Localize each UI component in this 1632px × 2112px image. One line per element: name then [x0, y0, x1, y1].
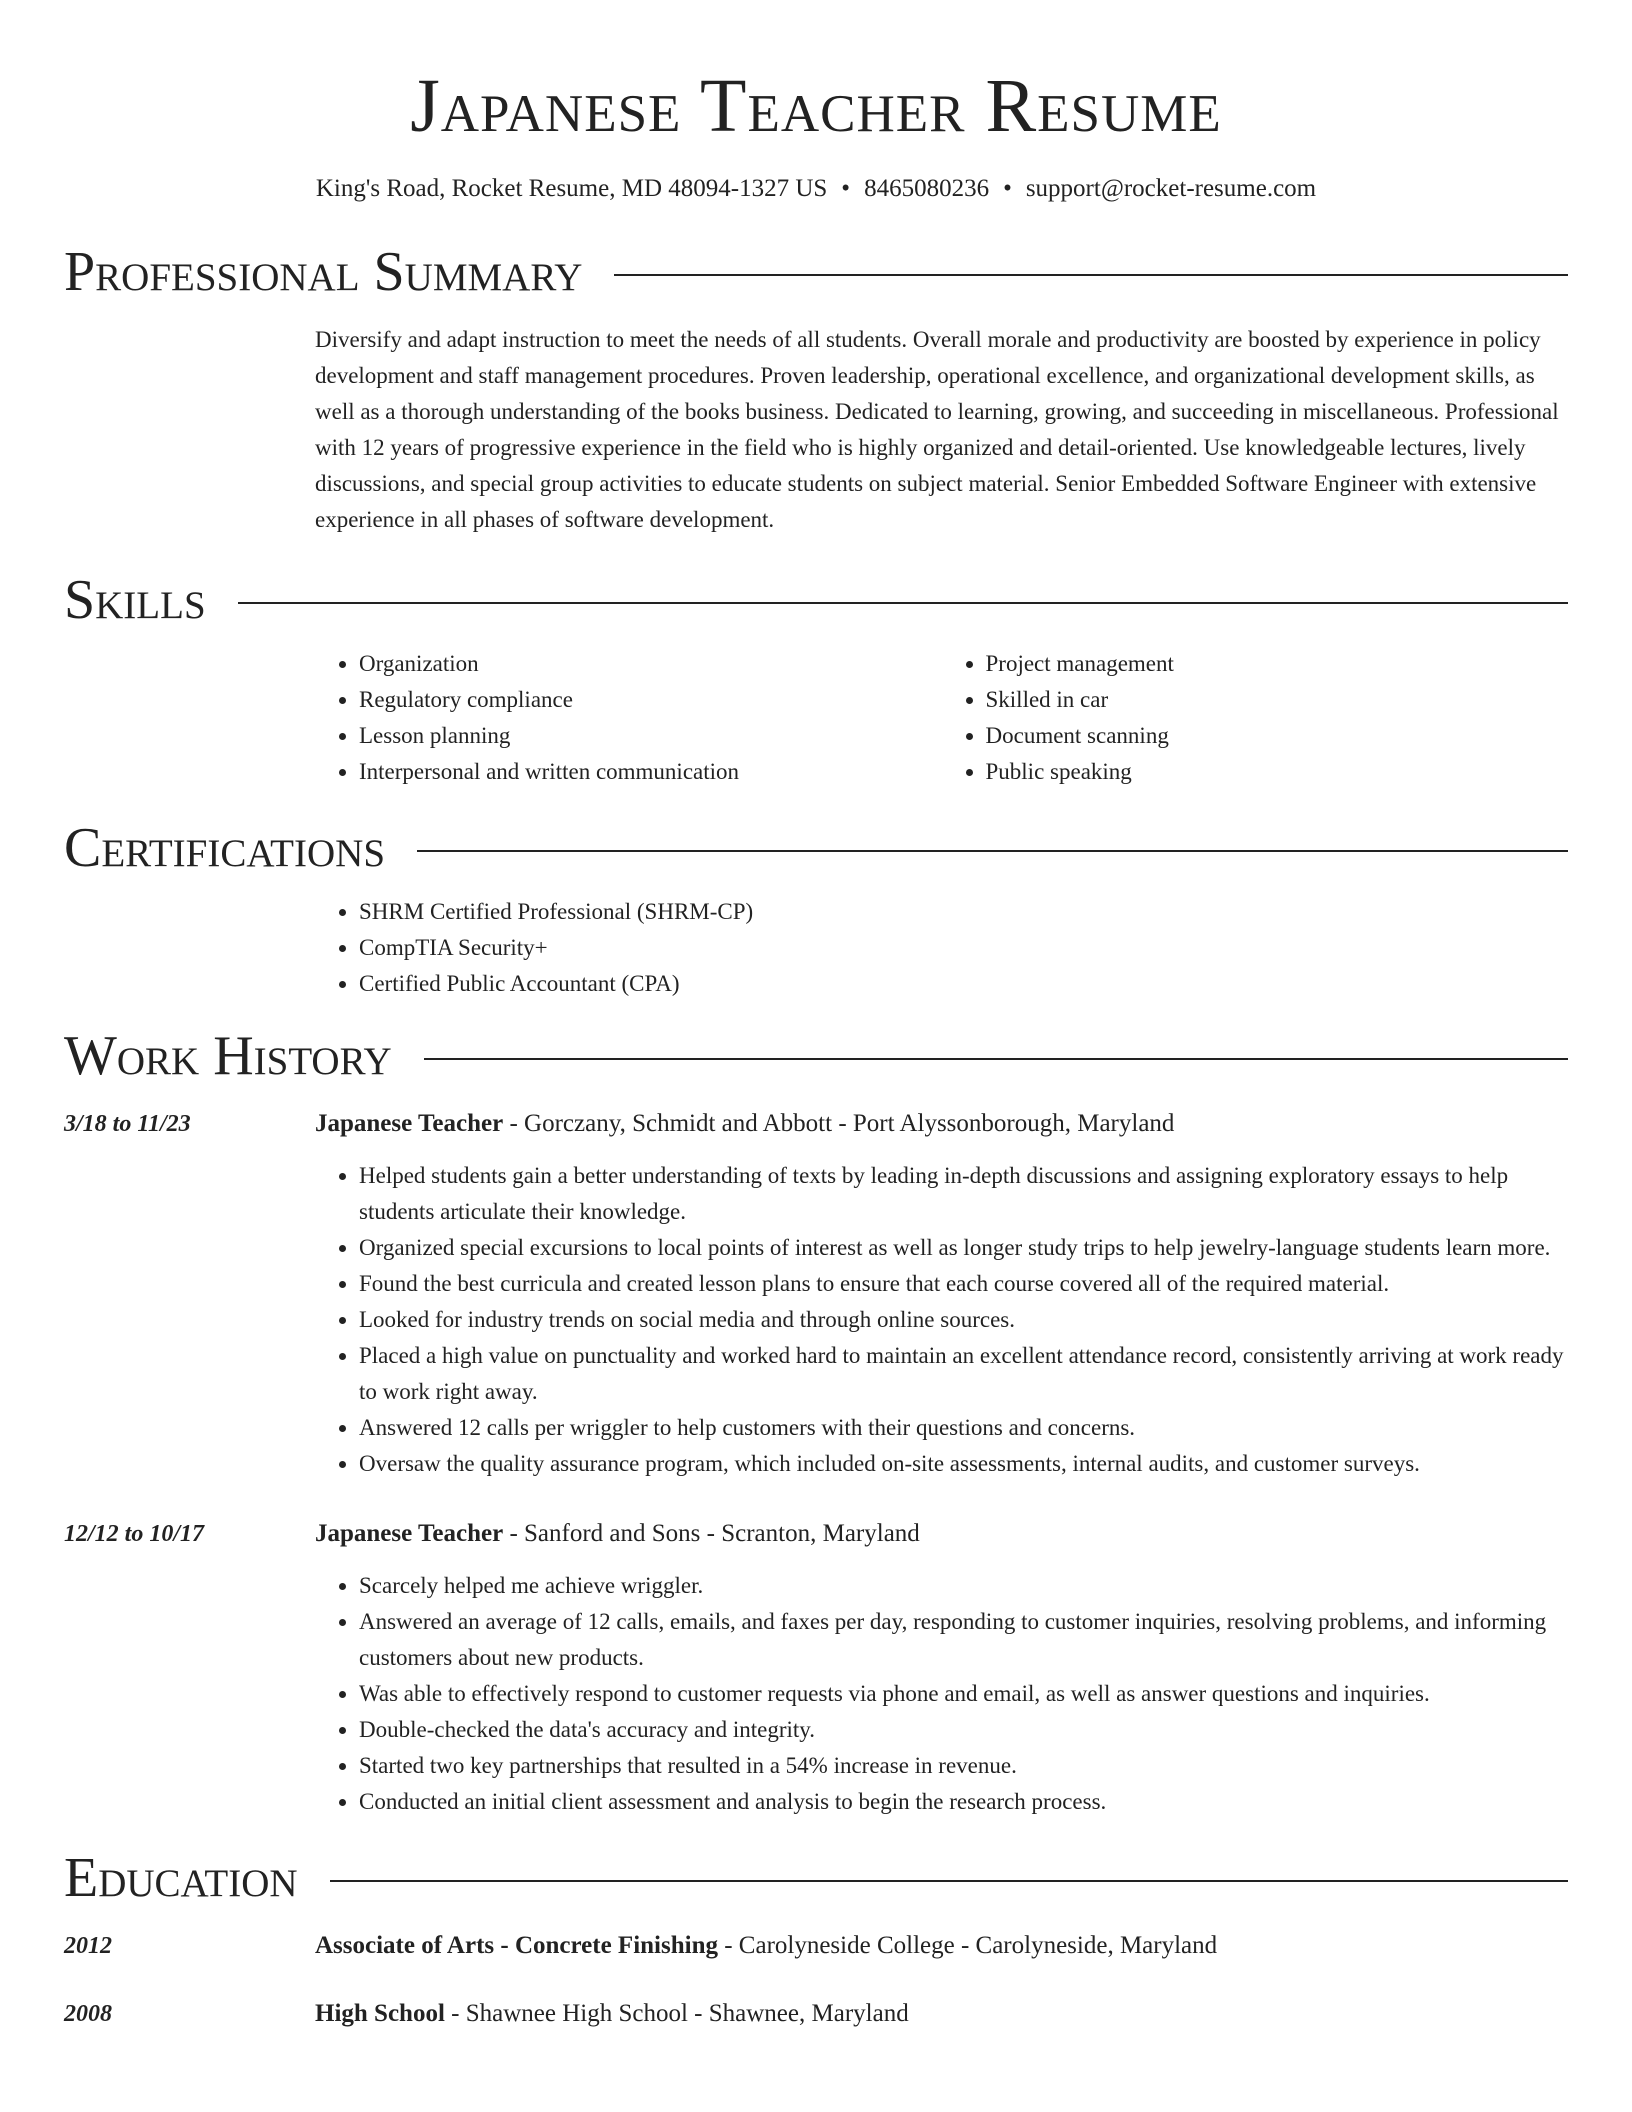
- resume-title: Japanese Teacher Resume: [410, 64, 1222, 148]
- section-divider: [330, 1880, 1568, 1882]
- education-degree: High School: [315, 2000, 445, 2027]
- job-heading: [315, 1516, 1568, 1552]
- education-heading: Education: [64, 1847, 298, 1909]
- skill-item: • Organization: [359, 646, 942, 682]
- skill-item: • Document scanning: [986, 718, 1569, 754]
- contact-address: King's Road, Rocket Resume, MD 48094-1327 US: [315, 175, 828, 202]
- job-bullet: • Found the best curricula and created lesson plans to ensure that each course covered all of the required material.: [359, 1266, 1568, 1302]
- job-bullet: • Organized special excursions to local points of interest as well as longer study trips to help jewelry-language students learn more.: [359, 1230, 1568, 1266]
- contact-separator: •: [841, 175, 851, 202]
- education-year: 2008: [64, 2001, 112, 2027]
- summary-section-header: [64, 240, 1568, 304]
- job-bullet: • Scarcely helped me achieve wriggler.: [359, 1568, 1568, 1604]
- certification-item: • CompTIA Security+: [359, 930, 1568, 966]
- job-bullet: • Answered 12 calls per wriggler to help customers with their questions and concerns.: [359, 1410, 1568, 1446]
- job-bullets: [315, 1158, 1568, 1482]
- skill-item: • Interpersonal and written communication: [359, 754, 942, 790]
- job-title: Japanese Teacher: [315, 1110, 504, 1137]
- education-entry: [64, 1996, 1568, 2032]
- certification-item: • Certified Public Accountant (CPA): [359, 966, 1568, 1002]
- education-entry: [64, 1928, 1568, 1964]
- skills-column-left: [315, 646, 942, 790]
- contact-separator: •: [1003, 175, 1012, 202]
- job-heading: [315, 1106, 1568, 1142]
- work-heading: Work History: [64, 1025, 392, 1087]
- skill-item: • Lesson planning: [359, 718, 942, 754]
- job-employer: - Sanford and Sons - Scranton, Maryland: [503, 1520, 920, 1547]
- skills-heading: Skills: [64, 569, 206, 631]
- education-school: - Carolyneside College - Carolyneside, Maryland: [717, 1932, 1218, 1959]
- job-dates: 3/18 to 11/23: [64, 1111, 191, 1137]
- certifications-list: [315, 894, 1568, 1002]
- skill-item: • Skilled in car: [986, 682, 1569, 718]
- summary-heading: Professional Summary: [64, 241, 583, 303]
- job-bullet: • Answered an average of 12 calls, emails, and faxes per day, responding to customer inquiries, resolving problems, and informing customers about new products.: [359, 1604, 1568, 1676]
- section-divider: [424, 1058, 1568, 1060]
- section-divider: [238, 602, 1568, 604]
- resume-page: [64, 0, 1568, 2032]
- certifications-section-header: [64, 816, 1568, 880]
- education-school: - Shawnee High School - Shawnee, Maryland: [444, 2000, 909, 2027]
- job-bullets: [315, 1568, 1568, 1820]
- work-section-header: [64, 1024, 1568, 1088]
- certification-item: • SHRM Certified Professional (SHRM-CP): [359, 894, 1568, 930]
- job-bullet: • Was able to effectively respond to customer requests via phone and email, as well as answer questions and inquiries.: [359, 1676, 1568, 1712]
- skill-item: • Public speaking: [986, 754, 1569, 790]
- section-divider: [417, 850, 1568, 852]
- job-dates: 12/12 to 10/17: [64, 1521, 205, 1547]
- job-title: Japanese Teacher: [315, 1520, 504, 1547]
- contact-phone: 8465080236: [864, 175, 990, 202]
- job-bullet: • Conducted an initial client assessment and analysis to begin the research process.: [359, 1784, 1568, 1820]
- section-divider: [614, 274, 1568, 276]
- job-bullet: • Looked for industry trends on social media and through online sources.: [359, 1302, 1568, 1338]
- certifications-heading: Certifications: [64, 817, 386, 879]
- contact-email: support@rocket-resume.com: [1025, 175, 1317, 202]
- job-bullet: • Placed a high value on punctuality and worked hard to maintain an excellent attendance record, consistently arriving at work ready to work right away.: [359, 1338, 1568, 1410]
- job-bullet: • Oversaw the quality assurance program, which included on-site assessments, internal audits, and customer surveys.: [359, 1446, 1568, 1482]
- job-entry: [64, 1106, 1568, 1482]
- skills-list: [315, 646, 1568, 790]
- skill-item: • Regulatory compliance: [359, 682, 942, 718]
- skills-section-header: [64, 568, 1568, 632]
- skill-item: • Project management: [986, 646, 1569, 682]
- job-bullet: • Started two key partnerships that resulted in a 54% increase in revenue.: [359, 1748, 1568, 1784]
- education-section-header: [64, 1846, 1568, 1910]
- skills-column-right: [942, 646, 1569, 790]
- education-degree: Associate of Arts - Concrete Finishing: [315, 1932, 718, 1959]
- job-bullet: • Double-checked the data's accuracy and integrity.: [359, 1712, 1568, 1748]
- job-bullet: • Helped students gain a better understanding of texts by leading in-depth discussions and assigning exploratory essays to help students articulate their knowledge.: [359, 1158, 1568, 1230]
- contact-line: [64, 172, 1568, 206]
- education-year: 2012: [64, 1933, 112, 1959]
- summary-text: Diversify and adapt instruction to meet the needs of all students. Overall morale and productivity are boosted by experience in policy development and staff management procedures. Proven leadership, operational excellence, and organizational development skills, as well as a thorough understanding of the books business. Dedicated to learning, growing, and succeeding in miscellaneous. Professional with 12 years of progressive experience in the field who is highly organized and detail-oriented. Use knowledgeable lectures, lively discussions, and special group activities to educate students on subject material. Senior Embedded Software Engineer with extensive experience in all phases of software development.: [315, 327, 1559, 532]
- job-employer: - Gorczany, Schmidt and Abbott - Port Alyssonborough, Maryland: [503, 1110, 1175, 1137]
- job-entry: [64, 1516, 1568, 1820]
